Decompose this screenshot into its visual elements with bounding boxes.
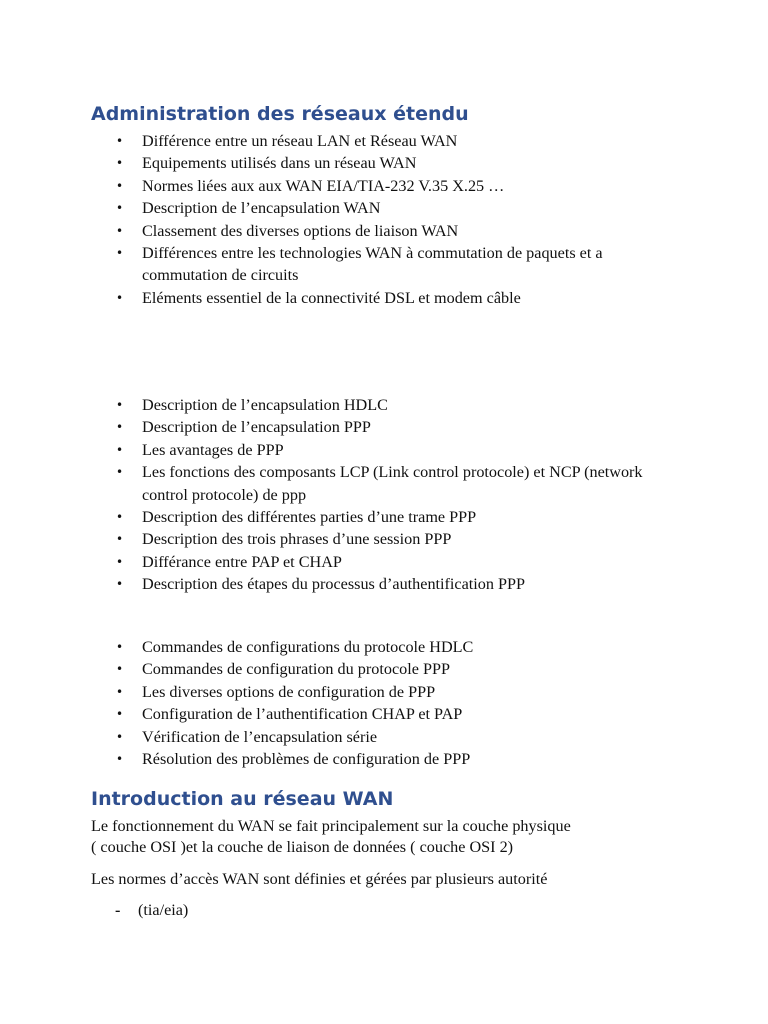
ppp-hdlc-item-text: Description des trois phrases d’une session PPP xyxy=(142,530,452,549)
bullet-marker: • xyxy=(116,707,124,722)
wan-basics-item xyxy=(0,220,768,242)
configuration-item xyxy=(0,658,768,680)
configuration-item-text: Commandes de configuration du protocole PPP xyxy=(142,660,450,679)
paragraph-wan-layers-line1: Le fonctionnement du WAN se fait principalement sur la couche physique xyxy=(91,817,571,835)
bullet-marker: • xyxy=(116,223,124,238)
bullet-marker: • xyxy=(116,398,124,412)
section-heading-administration: Administration des réseaux étendu xyxy=(91,103,469,125)
bullet-marker: • xyxy=(116,662,124,677)
ppp-hdlc-item-text: Description de l’encapsulation PPP xyxy=(142,418,371,437)
dash-marker: - xyxy=(115,901,121,919)
configuration-item-text: Les diverses options de configuration de PPP xyxy=(142,682,436,701)
ppp-hdlc-item-text: Description de l’encapsulation HDLC xyxy=(142,396,388,414)
ppp-hdlc-item xyxy=(0,551,768,573)
configuration-item xyxy=(0,703,768,725)
configuration-item-text: Résolution des problèmes de configuration de PPP xyxy=(142,750,471,769)
ppp-hdlc-item-text: Description des différentes parties d’une trame PPP xyxy=(142,508,477,527)
bullet-marker: • xyxy=(116,532,124,547)
ppp-hdlc-item-text: Description des étapes du processus d’authentification PPP xyxy=(142,575,526,594)
bullet-marker: • xyxy=(116,201,124,216)
ppp-hdlc-item xyxy=(0,506,768,528)
configuration-item-text: Commandes de configurations du protocole HDLC xyxy=(142,638,474,656)
ppp-hdlc-item-text: Les avantages de PPP xyxy=(142,440,284,459)
wan-basics-item xyxy=(0,130,768,152)
bullet-marker: • xyxy=(116,442,124,457)
wan-basics-item xyxy=(0,197,768,219)
paragraph-wan-standards: Les normes d’accès WAN sont définies et gérées par plusieurs autorité xyxy=(91,870,548,888)
paragraph-wan-layers-line2: ( couche OSI )et la couche de liaison de données ( couche OSI 2) xyxy=(91,838,514,856)
wan-basics-item-text: Eléments essentiel de la connectivité DSL et modem câble xyxy=(142,288,521,307)
configuration-item xyxy=(0,681,768,703)
ppp-hdlc-item-text: Différance entre PAP et CHAP xyxy=(142,552,342,571)
bullet-marker: • xyxy=(116,420,124,435)
bullet-marker: • xyxy=(116,577,124,592)
configuration-item xyxy=(0,726,768,748)
bullet-marker: • xyxy=(116,684,124,699)
bullet-marker: • xyxy=(116,178,124,193)
wan-basics-item-text: Equipements utilisés dans un réseau WAN xyxy=(142,154,417,173)
configuration-item xyxy=(0,748,768,770)
wan-basics-item-text: Différences entre les technologies WAN à commutation de paquets et a commutation de circuits xyxy=(142,244,603,285)
bullet-marker: • xyxy=(116,554,124,569)
bullet-marker: • xyxy=(116,290,124,305)
ppp-hdlc-item-text: Les fonctions des composants LCP (Link control protocole) et NCP (network control protocole) de ppp xyxy=(142,463,643,504)
ppp-hdlc-item xyxy=(0,461,768,506)
ppp-hdlc-item xyxy=(0,416,768,438)
configuration-item-text: Configuration de l’authentification CHAP et PAP xyxy=(142,705,463,724)
bullet-marker: • xyxy=(116,156,124,171)
section-heading-introduction: Introduction au réseau WAN xyxy=(91,788,394,810)
wan-basics-item xyxy=(0,287,768,309)
configuration-item-text: Vérification de l’encapsulation série xyxy=(142,727,378,746)
bullet-marker: • xyxy=(116,640,124,654)
bullet-marker: • xyxy=(116,134,124,148)
bullet-marker: • xyxy=(116,752,124,767)
configuration-item xyxy=(0,636,768,658)
wan-basics-item-text: Classement des diverses options de liaison WAN xyxy=(142,221,459,240)
dash-item-text: (tia/eia) xyxy=(138,901,189,919)
ppp-hdlc-item xyxy=(0,394,768,416)
wan-basics-item xyxy=(0,175,768,197)
bullet-marker: • xyxy=(116,510,124,525)
bullet-list-configuration xyxy=(0,636,768,770)
bullet-list-wan-basics xyxy=(0,130,768,309)
ppp-hdlc-item xyxy=(0,439,768,461)
ppp-hdlc-item xyxy=(0,528,768,550)
wan-basics-item xyxy=(0,152,768,174)
wan-basics-item xyxy=(0,242,768,287)
wan-basics-item-text: Normes liées aux aux WAN EIA/TIA-232 V.35 X.25 … xyxy=(142,176,505,195)
bullet-marker: • xyxy=(116,246,124,261)
wan-basics-item-text: Différence entre un réseau LAN et Réseau WAN xyxy=(142,132,458,150)
bullet-marker: • xyxy=(116,729,124,744)
bullet-list-ppp-hdlc xyxy=(0,394,768,596)
wan-basics-item-text: Description de l’encapsulation WAN xyxy=(142,199,381,218)
bullet-marker: • xyxy=(116,465,124,480)
ppp-hdlc-item xyxy=(0,573,768,595)
